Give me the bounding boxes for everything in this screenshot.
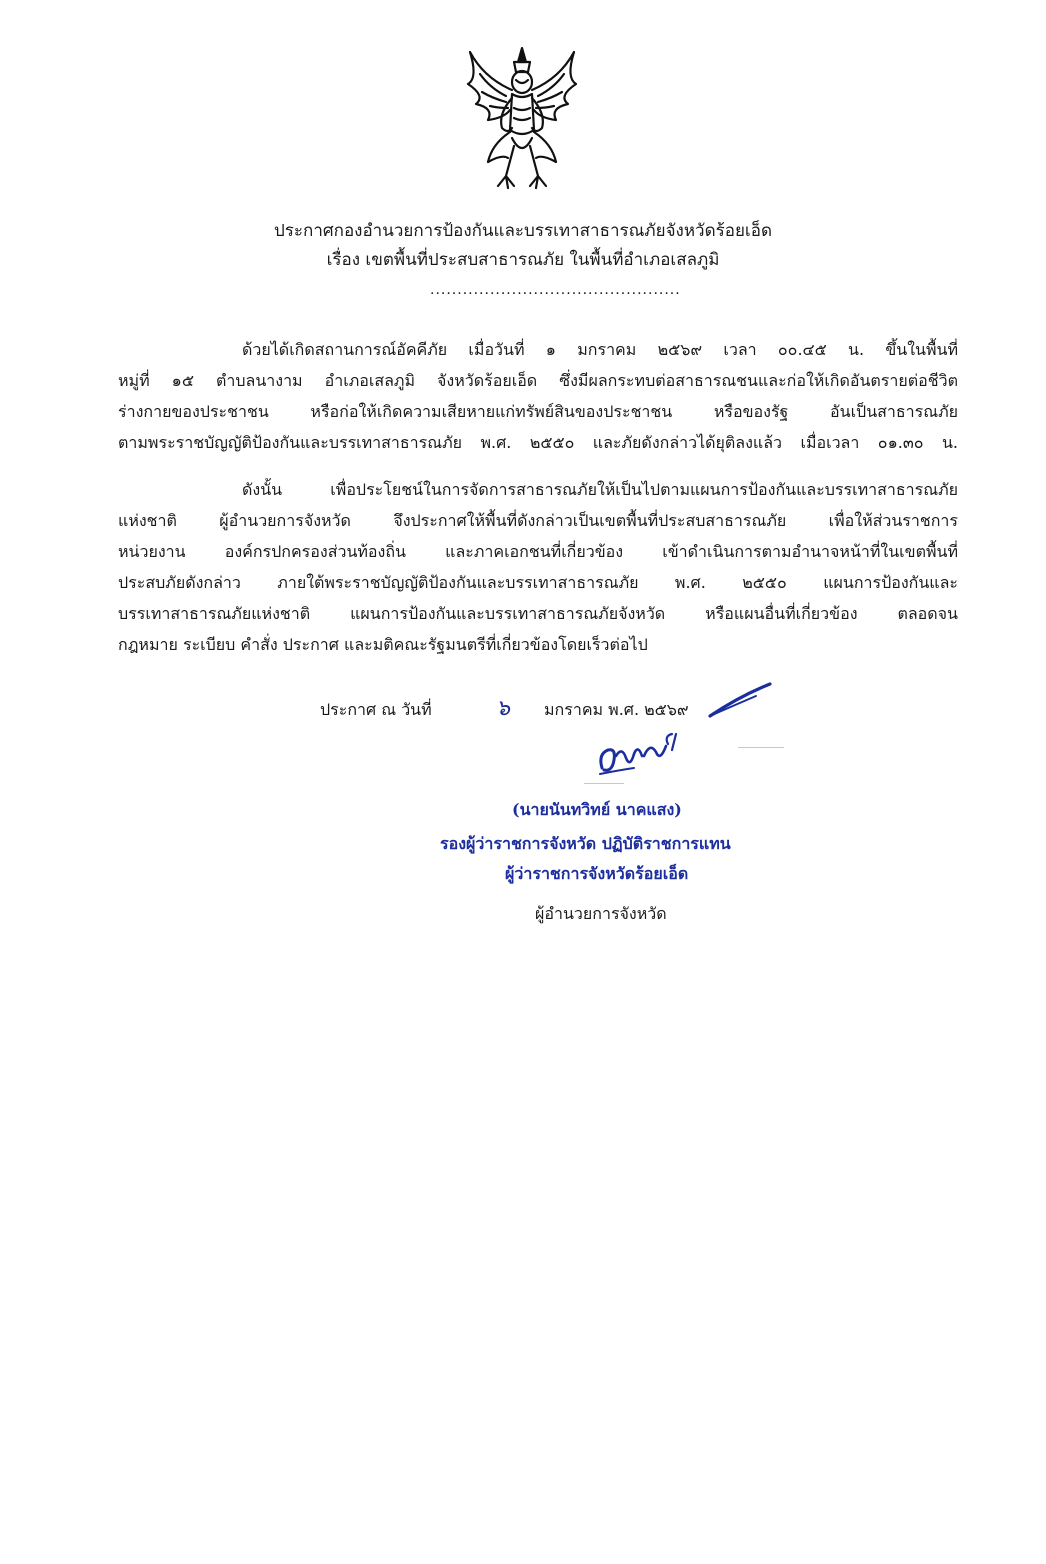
- signer-position-line-2: ผู้ว่าราชการจังหวัดร้อยเอ็ด: [505, 864, 689, 883]
- paragraph-2-line: บรรเทาสาธารณภัยแห่งชาติ แผนการป้องกันและบรรเทาสาธารณภัยจังหวัด หรือแผนอื่นที่เกี่ยวข้อง ตลอดจน: [118, 604, 958, 623]
- signer-role: ผู้อำนวยการจังหวัด: [535, 904, 667, 923]
- date-month-year: มกราคม พ.ศ. ๒๕๖๙: [544, 700, 689, 719]
- garuda-emblem-icon: [462, 38, 582, 198]
- announcement-title: ประกาศกองอำนวยการป้องกันและบรรเทาสาธารณภัยจังหวัดร้อยเอ็ด: [273, 221, 772, 241]
- faint-line-mark: [738, 747, 784, 748]
- signer-position-line-1: รองผู้ว่าราชการจังหวัด ปฏิบัติราชการแทน: [440, 834, 731, 853]
- signer-name: (นายนันทวิทย์ นาคแสง): [512, 800, 682, 819]
- date-prefix: ประกาศ ณ วันที่: [320, 700, 432, 719]
- date-day-handwritten: ๖: [496, 696, 510, 721]
- paragraph-1-line: หมู่ที่ ๑๕ ตำบลนางาม อำเภอเสลภูมิ จังหวัดร้อยเอ็ด ซึ่งมีผลกระทบต่อสาธารณชนและก่อให้เกิดอันตรายต่อชีวิต: [118, 371, 958, 390]
- handwritten-signature: [560, 676, 790, 792]
- paragraph-1-line: ด้วยได้เกิดสถานการณ์อัคคีภัย เมื่อวันที่ ๑ มกราคม ๒๕๖๙ เวลา ๐๐.๔๕ น. ขึ้นในพื้นที่: [242, 340, 958, 359]
- paragraph-2-line: แห่งชาติ ผู้อำนวยการจังหวัด จึงประกาศให้พื้นที่ดังกล่าวเป็นเขตพื้นที่ประสบสาธารณภัย เพื่อให้ส่วนราชการ: [118, 511, 958, 530]
- paragraph-2-line: หน่วยงาน องค์กรปกครองส่วนท้องถิ่น และภาคเอกชนที่เกี่ยวข้อง เข้าดำเนินการตามอำนาจหน้าที่ในเขตพื้นที่: [118, 542, 958, 561]
- paragraph-1-line: ร่างกายของประชาชน หรือก่อให้เกิดความเสียหายแก่ทรัพย์สินของประชาชน หรือของรัฐ อันเป็นสาธารณภัย: [118, 402, 958, 421]
- paragraph-2-line: ดังนั้น เพื่อประโยชน์ในการจัดการสาธารณภัยให้เป็นไปตามแผนการป้องกันและบรรเทาสาธารณภัย: [242, 480, 958, 499]
- announcement-subject: เรื่อง เขตพื้นที่ประสบสาธารณภัย ในพื้นที่อำเภอเสลภูมิ: [326, 250, 720, 270]
- paragraph-2-line: กฎหมาย ระเบียบ คำสั่ง ประกาศ และมติคณะรัฐมนตรีที่เกี่ยวข้องโดยเร็วต่อไป: [118, 635, 648, 654]
- paragraph-1-line: ตามพระราชบัญญัติป้องกันและบรรเทาสาธารณภัย พ.ศ. ๒๕๕๐ และภัยดังกล่าวได้ยุติลงแล้ว เมื่อเวลา ๐๑.๓๐ น.: [118, 433, 958, 452]
- paragraph-2-line: ประสบภัยดังกล่าว ภายใต้พระราชบัญญัติป้องกันและบรรเทาสาธารณภัย พ.ศ. ๒๕๕๐ แผนการป้องกันและ: [118, 573, 958, 592]
- faint-line-mark: [584, 783, 624, 784]
- header-divider: ..............................................: [430, 282, 681, 298]
